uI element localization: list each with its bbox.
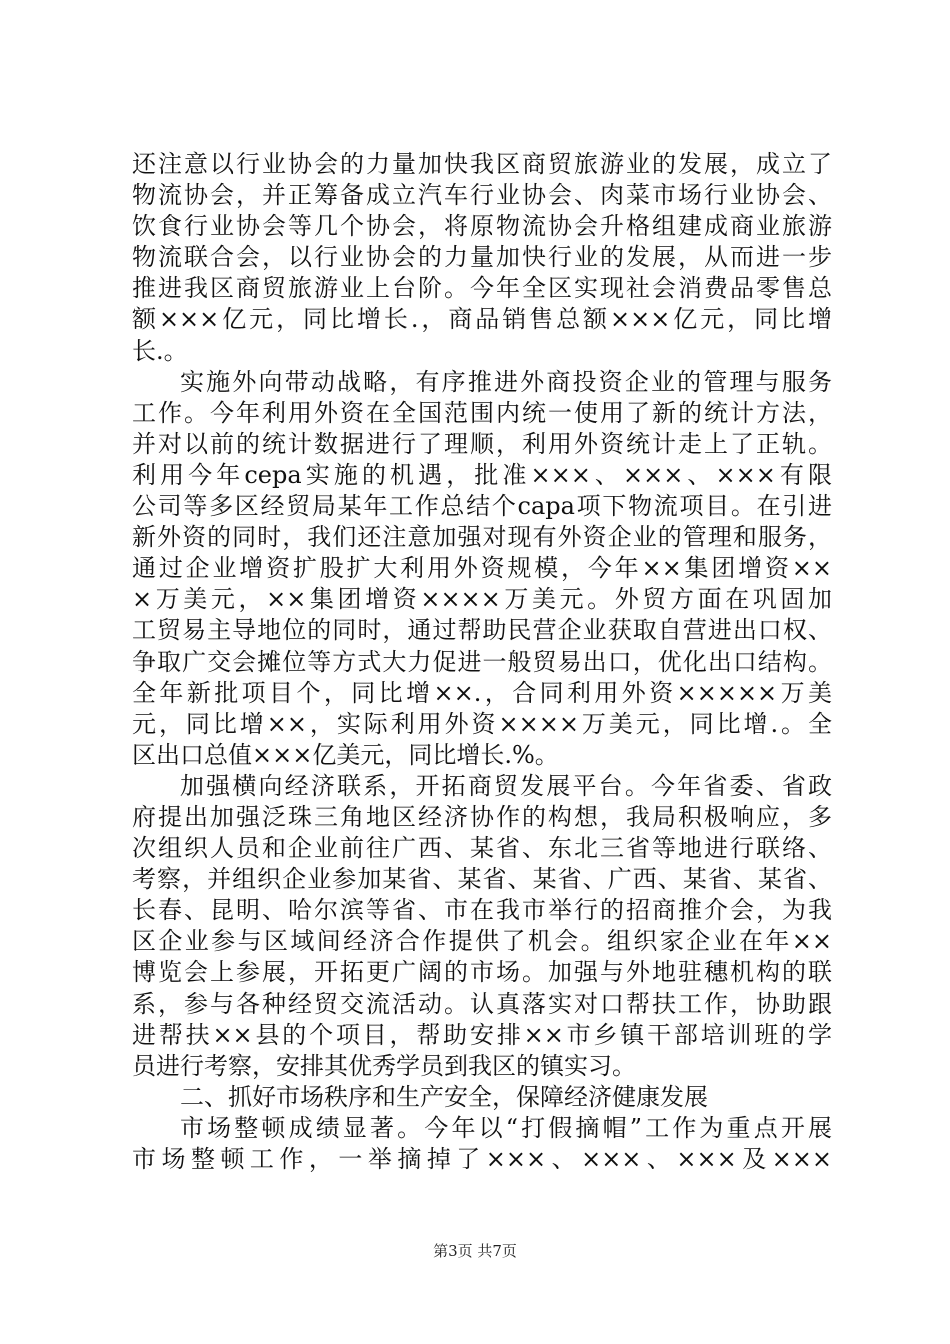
text-line: 物流协会，并正筹备成立汽车行业协会、肉菜市场行业协会、	[132, 181, 832, 210]
text-line: 推进我区商贸旅游业上台阶。今年全区实现社会消费品零售总	[132, 274, 832, 303]
text-line: 新外资的同时，我们还注意加强对现有外资企业的管理和服务，	[132, 523, 832, 552]
text-line: 府提出加强泛珠三角地区经济协作的构想，我局积极响应，多	[132, 802, 832, 831]
text-line: 加强横向经济联系，开拓商贸发展平台。今年省委、省政	[180, 771, 832, 800]
text-line: 市场整顿成绩显著。今年以“打假摘帽”工作为重点开展	[180, 1113, 832, 1142]
text-line: 区企业参与区域间经济合作提供了机会。组织家企业在年××	[132, 927, 832, 956]
text-line: 进帮扶××县的个项目，帮助安排××市乡镇干部培训班的学	[132, 1020, 832, 1049]
text-line: 物流联合会，以行业协会的力量加快行业的发展，从而进一步	[132, 243, 832, 272]
document-body	[132, 149, 832, 1175]
text-line: 饮食行业协会等几个协会，将原物流协会升格组建成商业旅游	[132, 212, 832, 241]
text-line: 还注意以行业协会的力量加快我区商贸旅游业的发展，成立了	[132, 150, 832, 178]
text-line: 通过企业增资扩股扩大利用外资规模，今年××集团增资××	[132, 554, 832, 583]
text-line: 额×××亿元，同比增长.，商品销售总额×××亿元，同比增	[132, 305, 832, 334]
text-line: 争取广交会摊位等方式大力促进一般贸易出口，优化出口结构。	[132, 647, 832, 676]
text-line: 全年新批项目个，同比增××.，合同利用外资×××××万美	[132, 678, 832, 707]
text-line: 区出口总值×××亿美元，同比增长.%。	[132, 740, 559, 769]
text-line: 系，参与各种经贸交流活动。认真落实对口帮扶工作，协助跟	[132, 989, 832, 1018]
text-line: 次组织人员和企业前往广西、某省、东北三省等地进行联络、	[132, 834, 832, 863]
text-line: 工作。今年利用外资在全国范围内统一使用了新的统计方法，	[132, 398, 832, 427]
text-line: 员进行考察，安排其优秀学员到我区的镇实习。	[132, 1051, 636, 1080]
text-line: 二、抓好市场秩序和生产安全，保障经济健康发展	[180, 1082, 708, 1111]
text-line: ×万美元，××集团增资××××万美元。外贸方面在巩固加	[132, 585, 832, 614]
text-line: 考察，并组织企业参加某省、某省、某省、广西、某省、某省、	[132, 865, 832, 894]
text-line: 博览会上参展，开拓更广阔的市场。加强与外地驻穗机构的联	[132, 958, 832, 987]
text-line: 长.。	[132, 336, 188, 365]
text-line: 工贸易主导地位的同时，通过帮助民营企业获取自营进出口权、	[132, 616, 832, 645]
text-line: 元，同比增××，实际利用外资××××万美元，同比增.。全	[132, 709, 832, 738]
page-footer: 第3页 共7页	[433, 1242, 517, 1260]
text-line: 长春、昆明、哈尔滨等省、市在我市举行的招商推介会，为我	[132, 896, 832, 925]
text-line: 市场整顿工作，一举摘掉了×××、×××、×××及×××	[132, 1145, 832, 1173]
text-line: 并对以前的统计数据进行了理顺，利用外资统计走上了正轨。	[132, 429, 832, 458]
text-line: 利用今年cepa实施的机遇，批准×××、×××、×××有限	[132, 460, 832, 489]
text-line: 公司等多区经贸局某年工作总结个capa项下物流项目。在引进	[132, 492, 832, 521]
text-line: 实施外向带动战略，有序推进外商投资企业的管理与服务	[180, 367, 832, 396]
